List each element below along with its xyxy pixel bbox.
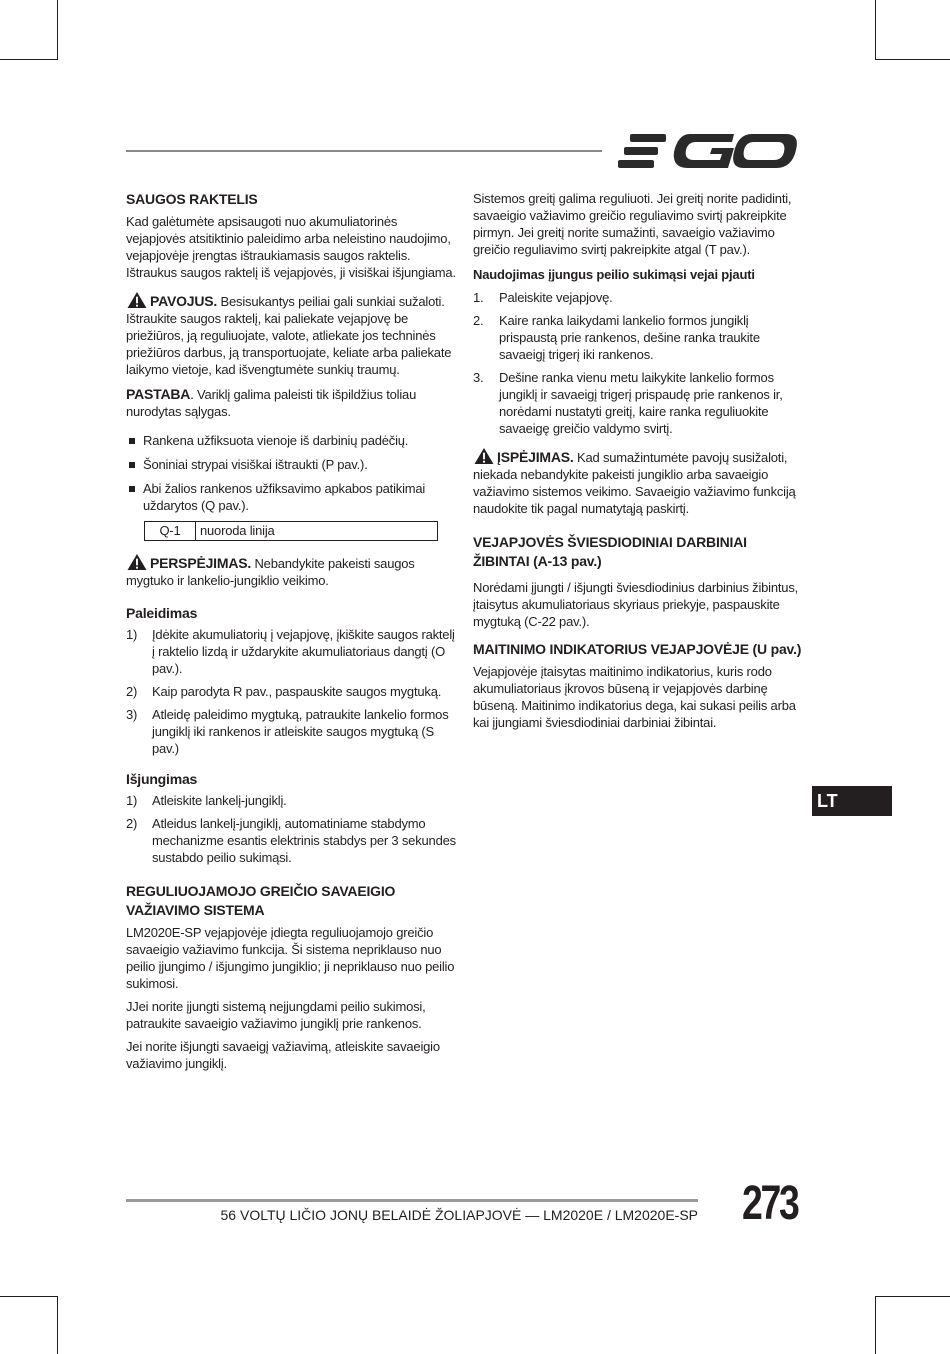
caution-notice (126, 553, 456, 589)
section-title-power-indicator: MAITINIMO INDIKATORIUS VEJAPJOVĖJE (U pav.) (473, 641, 802, 657)
section-title-self-propel: REGULIUOJAMOJO GREIČIO SAVAEIGIO VAŽIAVIMO SISTEMA (126, 883, 396, 918)
subheading-blade-use: Naudojimas įjungus peilio sukimąsi vejai pjauti (473, 267, 755, 282)
language-tab: LT (812, 786, 892, 816)
start-steps (126, 626, 456, 757)
reference-value: nuoroda linija (200, 523, 275, 538)
footer-rule (126, 1199, 698, 1202)
crop-mark (875, 1296, 950, 1297)
note-text: . Variklį galima paleisti tik išpildžius toliau nurodytas sąlygas. (126, 387, 417, 419)
speed-text: Sistemos greitį galima reguliuoti. Jei greitį norite padidinti, savaeigio važiavimo greičio reguliavimo svirtį pakreipkite pirmyn. Jei greitį norite sumažinti, savaeigio važiavimo greičio reguliavimo svirtį pakreipkite atgal (T pav.). (473, 191, 792, 257)
safety-key-text: Kad galėtumėte apsisaugoti nuo akumuliatorinės vejapjovės atsitiktinio paleidimo arba neleistino naudojimo, vejapjovėje įrengtas ištraukiamasis saugos raktelis. Ištraukus saugos raktelį iš vejapjovės, ji visiškai išjungiama. (126, 214, 456, 280)
list-item: 1) Atleiskite lankelį-jungiklį. (126, 793, 287, 808)
list-item: Abi žalios rankenos užfiksavimo apkabos patikimai uždarytos (Q pav.). (126, 480, 456, 514)
warning-triangle-icon (473, 447, 495, 465)
right-column (473, 190, 803, 737)
warning-label: ĮSPĖJIMAS. (497, 449, 574, 465)
page-number: 273 (742, 1177, 798, 1230)
conditions-list (126, 432, 456, 514)
left-column (126, 190, 456, 1078)
stop-steps (126, 792, 456, 866)
list-item: 1. Paleiskite vejapjovę. (473, 290, 613, 305)
list-item: 2) Kaip parodyta R pav., paspauskite saugos mygtuką. (126, 684, 442, 699)
subheading-stop: Išjungimas (126, 771, 198, 787)
crop-mark (875, 59, 950, 60)
crop-mark (57, 0, 58, 60)
caution-text: Nebandykite pakeisti saugos mygtuko ir lankelio-jungiklio veikimo. (126, 556, 415, 588)
danger-text: Besisukantys peiliai gali sunkiai sužaloti. Ištraukite saugos raktelį, kai paliekate vejapjovę be priežiūros, ją reguliuojate, valote, atliekate jos techninės priežiūros darbus, ją transportuojate, keliate arba paliekate laikymo vietoje, kad išvengtumėte sunkių traumų. (126, 294, 452, 377)
self-propel-text-2: JJei norite įjungti sistemą neįjungdami peilio sukimosi, patraukite savaeigio važiavimo jungiklį prie rankenos. (126, 999, 426, 1031)
list-item: 2) Atleidus lankelį-jungiklį, automatiniame stabdymo mechanizme esantis elektrinis stabdys per 3 sekundes sustabdo peilio sukimąsi. (126, 816, 456, 865)
crop-mark (0, 59, 58, 60)
crop-mark (0, 1296, 58, 1297)
note-label: PASTABA (126, 386, 191, 402)
reference-table (144, 521, 438, 541)
note (126, 386, 456, 420)
list-item: Rankena užfiksuota vienoje iš darbinių padėčių. (126, 432, 456, 449)
danger-label: PAVOJUS. (150, 293, 218, 309)
self-propel-text-3: Jei norite išjungti savaeigį važiavimą, atleiskite savaeigio važiavimo jungiklį. (126, 1039, 440, 1071)
power-indicator-text: Vejapjovėje įtaisytas maitinimo indikatorius, kuris rodo akumuliatoriaus įkrovos būseną ir vejapjovės darbinę būseną. Maitinimo indikatorius dega, kai sukasi peilis arba kai įjungiami šviesdiodiniai darbiniai žibintai. (473, 664, 796, 730)
warning-notice (473, 447, 803, 517)
list-item: 3) Atleidę paleidimo mygtuką, patraukite lankelio formos jungiklį iki rankenos ir atleiskite saugos mygtuką (S pav.) (126, 707, 449, 756)
list-item: 2. Kaire ranka laikydami lankelio formos jungiklį prispaustą prie rankenos, dešine ranka traukite savaeigį trigerį iki rankenos. (473, 313, 760, 362)
footer-text: 56 VOLTŲ LIČIO JONŲ BELAIDĖ ŽOLIAPJOVĖ — LM2020E / LM2020E-SP (220, 1207, 698, 1223)
reference-key: Q-1 (145, 522, 196, 540)
section-title-led-lights: VEJAPJOVĖS ŠVIESDIODINIAI DARBINIAI ŽIBINTAI (A-13 pav.) (473, 534, 747, 569)
blade-use-steps (473, 289, 803, 437)
caution-label: PERSPĖJIMAS. (150, 555, 252, 571)
crop-mark (875, 1296, 876, 1354)
crop-mark (57, 1296, 58, 1354)
danger-notice (126, 291, 456, 378)
section-title-safety-key: SAUGOS RAKTELIS (126, 191, 258, 207)
list-item: 1) Įdėkite akumuliatorių į vejapjovę, įkiškite saugos raktelį į raktelio lizdą ir uždarykite akumuliatoriaus dangtį (O pav.). (126, 627, 455, 676)
list-item: Šoniniai strypai visiškai ištraukti (P pav.). (126, 456, 456, 473)
self-propel-text-1: LM2020E-SP vejapjovėje įdiegta reguliuojamojo greičio savaeigio važiavimo funkcija. Ši sistema nepriklauso nuo peilio įjungimo / išjungimo jungiklio; ji nepriklauso nuo peilio sukimosi. (126, 925, 455, 991)
subheading-start: Paleidimas (126, 605, 198, 621)
led-lights-text: Norėdami įjungti / išjungti šviesdiodinius darbinius žibintus, įtaisytus akumuliatoriaus skyriaus priekyje, paspauskite mygtuką (C-22 pav.). (473, 580, 799, 629)
ego-logo (616, 128, 800, 174)
warning-triangle-icon (126, 291, 148, 309)
crop-mark (875, 0, 876, 60)
warning-triangle-icon (126, 553, 148, 571)
header-rule (126, 150, 602, 152)
list-item: 3. Dešine ranka vienu metu laikykite lankelio formos jungiklį ir savaeigį trigerį prispaudę prie rankenos ir, norėdami nustatyti greitį, kaire ranka reguliuokite savaeigę greičio valdymo svirtį. (473, 370, 783, 436)
warning-text: Kad sumažintumėte pavojų susižaloti, niekada nebandykite pakeisti jungiklio arba savaeigio važiavimo sistemos veikimo. Savaeigio važiavimo funkciją naudokite tik pagal numatytąją paskirtį. (473, 450, 796, 516)
